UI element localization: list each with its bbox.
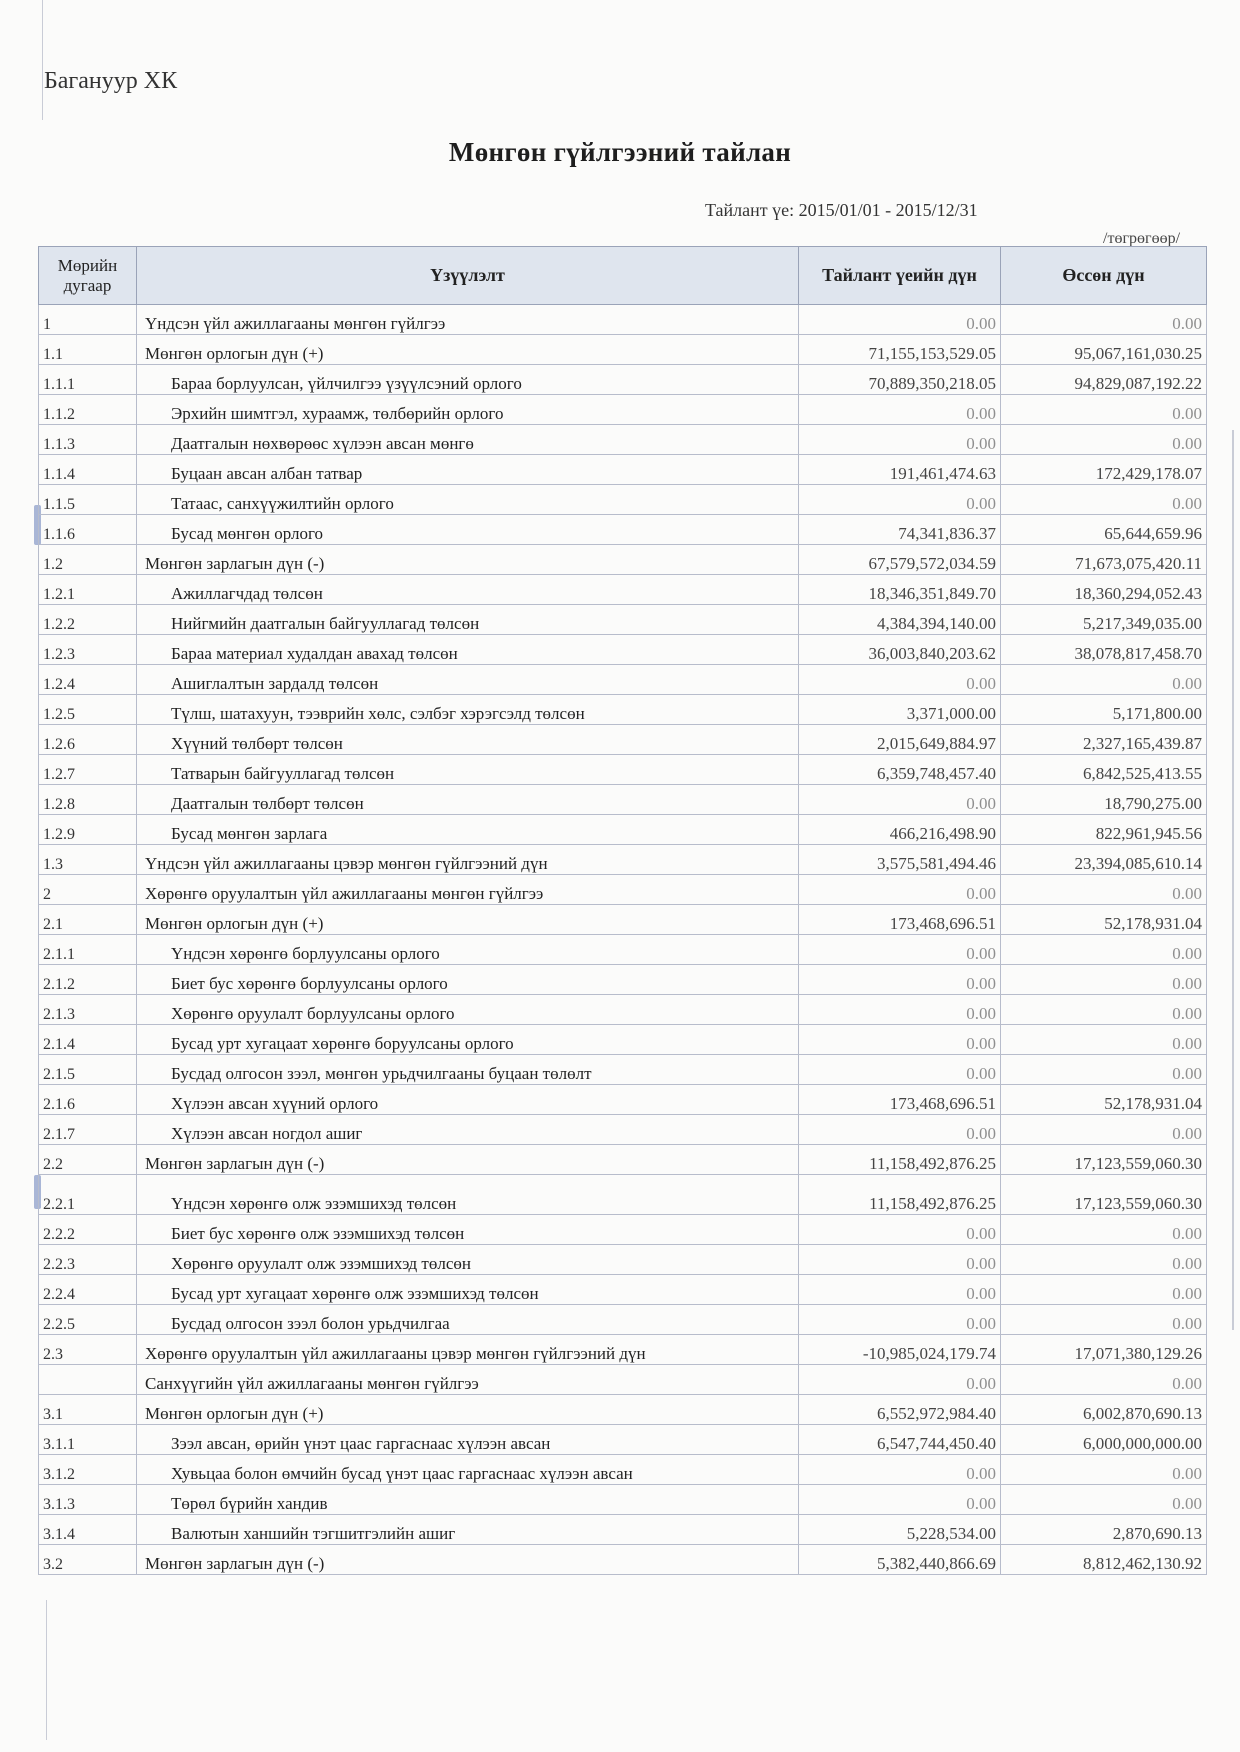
- current-period-cell: 173,468,696.51: [799, 905, 1001, 935]
- cumulative-cell: 0.00: [1001, 1305, 1207, 1335]
- cumulative-cell: 95,067,161,030.25: [1001, 335, 1207, 365]
- column-header-row-number: Мөрийн дугаар: [39, 247, 137, 305]
- table-row: [39, 335, 1207, 365]
- table-row: [39, 1025, 1207, 1055]
- current-period-cell: 0.00: [799, 395, 1001, 425]
- current-period-cell: 5,382,440,866.69: [799, 1545, 1001, 1575]
- indicator-cell: Валютын ханшийн тэгшитгэлийн ашиг: [137, 1515, 799, 1545]
- row-number-cell: 2.2.3: [39, 1245, 137, 1275]
- row-number-cell: 1.1.2: [39, 395, 137, 425]
- row-number-cell: 2.2.1: [39, 1175, 137, 1215]
- indicator-cell: Санхүүгийн үйл ажиллагааны мөнгөн гүйлгээ: [137, 1365, 799, 1395]
- cumulative-cell: 6,000,000,000.00: [1001, 1425, 1207, 1455]
- current-period-cell: 0.00: [799, 1055, 1001, 1085]
- table-row: [39, 1175, 1207, 1215]
- row-number-cell: 2: [39, 875, 137, 905]
- row-number-cell: 1.1.3: [39, 425, 137, 455]
- table-row: [39, 395, 1207, 425]
- row-number-cell: 2.1.2: [39, 965, 137, 995]
- cumulative-cell: 0.00: [1001, 1455, 1207, 1485]
- current-period-cell: 0.00: [799, 995, 1001, 1025]
- row-number-cell: 1.2: [39, 545, 137, 575]
- indicator-cell: Хүлээн авсан хүүний орлого: [137, 1085, 799, 1115]
- indicator-cell: Зээл авсан, өрийн үнэт цаас гаргаснаас хүлээн авсан: [137, 1425, 799, 1455]
- currency-unit: /төгрөгөөр/: [1103, 230, 1181, 247]
- table-row: [39, 635, 1207, 665]
- row-number-cell: 1.2.6: [39, 725, 137, 755]
- cumulative-cell: 0.00: [1001, 1025, 1207, 1055]
- table-row: [39, 1085, 1207, 1115]
- row-number-cell: 3.1.4: [39, 1515, 137, 1545]
- cumulative-cell: 17,071,380,129.26: [1001, 1335, 1207, 1365]
- cumulative-cell: 23,394,085,610.14: [1001, 845, 1207, 875]
- cumulative-cell: 0.00: [1001, 1245, 1207, 1275]
- row-number-cell: 1.2.7: [39, 755, 137, 785]
- cumulative-cell: 0.00: [1001, 1055, 1207, 1085]
- row-number-cell: 1.2.3: [39, 635, 137, 665]
- current-period-cell: 0.00: [799, 965, 1001, 995]
- current-period-cell: 11,158,492,876.25: [799, 1175, 1001, 1215]
- table-row: [39, 1305, 1207, 1335]
- table-row: [39, 665, 1207, 695]
- cumulative-cell: 52,178,931.04: [1001, 905, 1207, 935]
- current-period-cell: 6,552,972,984.40: [799, 1395, 1001, 1425]
- row-number-cell: [39, 1365, 137, 1395]
- current-period-cell: 0.00: [799, 1485, 1001, 1515]
- table-row: [39, 755, 1207, 785]
- current-period-cell: 0.00: [799, 485, 1001, 515]
- row-number-cell: 1.1.5: [39, 485, 137, 515]
- current-period-cell: 0.00: [799, 1365, 1001, 1395]
- row-number-cell: 3.1.3: [39, 1485, 137, 1515]
- row-number-cell: 2.2.5: [39, 1305, 137, 1335]
- table-row: [39, 1365, 1207, 1395]
- current-period-cell: 2,015,649,884.97: [799, 725, 1001, 755]
- cumulative-cell: 6,842,525,413.55: [1001, 755, 1207, 785]
- table-row: [39, 1335, 1207, 1365]
- row-number-cell: 2.2.4: [39, 1275, 137, 1305]
- column-header-cumulative: Өссөн дүн: [1001, 247, 1207, 305]
- table-header-row: [39, 247, 1207, 305]
- row-number-cell: 1.2.5: [39, 695, 137, 725]
- cumulative-cell: 2,327,165,439.87: [1001, 725, 1207, 755]
- current-period-cell: 0.00: [799, 1215, 1001, 1245]
- indicator-cell: Хүлээн авсан ногдол ашиг: [137, 1115, 799, 1145]
- scan-edge-line: [42, 0, 43, 120]
- current-period-cell: 18,346,351,849.70: [799, 575, 1001, 605]
- cumulative-cell: 6,002,870,690.13: [1001, 1395, 1207, 1425]
- indicator-cell: Төрөл бүрийн хандив: [137, 1485, 799, 1515]
- table-row: [39, 1455, 1207, 1485]
- table-row: [39, 1275, 1207, 1305]
- row-number-cell: 3.1.2: [39, 1455, 137, 1485]
- table-row: [39, 455, 1207, 485]
- indicator-cell: Ажиллагчдад төлсөн: [137, 575, 799, 605]
- current-period-cell: 0.00: [799, 785, 1001, 815]
- cumulative-cell: 8,812,462,130.92: [1001, 1545, 1207, 1575]
- table-row: [39, 845, 1207, 875]
- row-number-cell: 1.1: [39, 335, 137, 365]
- current-period-cell: -10,985,024,179.74: [799, 1335, 1001, 1365]
- row-number-cell: 1.1.4: [39, 455, 137, 485]
- cumulative-cell: 5,217,349,035.00: [1001, 605, 1207, 635]
- current-period-cell: 0.00: [799, 665, 1001, 695]
- current-period-cell: 74,341,836.37: [799, 515, 1001, 545]
- row-number-cell: 1.3: [39, 845, 137, 875]
- table-row: [39, 605, 1207, 635]
- current-period-cell: 4,384,394,140.00: [799, 605, 1001, 635]
- indicator-cell: Мөнгөн орлогын дүн (+): [137, 1395, 799, 1425]
- cumulative-cell: 0.00: [1001, 485, 1207, 515]
- current-period-cell: 0.00: [799, 1455, 1001, 1485]
- table-row: [39, 1245, 1207, 1275]
- cumulative-cell: 0.00: [1001, 665, 1207, 695]
- indicator-cell: Эрхийн шимтгэл, хураамж, төлбөрийн орлого: [137, 395, 799, 425]
- cumulative-cell: 0.00: [1001, 425, 1207, 455]
- indicator-cell: Бараа материал худалдан авахад төлсөн: [137, 635, 799, 665]
- indicator-cell: Хөрөнгө оруулалт борлуулсаны орлого: [137, 995, 799, 1025]
- row-number-cell: 2.1.6: [39, 1085, 137, 1115]
- indicator-cell: Үндсэн хөрөнгө борлуулсаны орлого: [137, 935, 799, 965]
- cumulative-cell: 822,961,945.56: [1001, 815, 1207, 845]
- current-period-cell: 0.00: [799, 425, 1001, 455]
- indicator-cell: Мөнгөн орлогын дүн (+): [137, 335, 799, 365]
- row-number-cell: 1.2.2: [39, 605, 137, 635]
- table-row: [39, 995, 1207, 1025]
- indicator-cell: Ашиглалтын зардалд төлсөн: [137, 665, 799, 695]
- table-row: [39, 695, 1207, 725]
- table-row: [39, 785, 1207, 815]
- indicator-cell: Бусдад олгосон зээл болон урьдчилгаа: [137, 1305, 799, 1335]
- indicator-cell: Татаас, санхүүжилтийн орлого: [137, 485, 799, 515]
- indicator-cell: Түлш, шатахуун, тээврийн хөлс, сэлбэг хэрэгсэлд төлсөн: [137, 695, 799, 725]
- current-period-cell: 36,003,840,203.62: [799, 635, 1001, 665]
- cumulative-cell: 38,078,817,458.70: [1001, 635, 1207, 665]
- table-row: [39, 545, 1207, 575]
- cumulative-cell: 52,178,931.04: [1001, 1085, 1207, 1115]
- table-row: [39, 815, 1207, 845]
- indicator-cell: Бусад мөнгөн орлого: [137, 515, 799, 545]
- row-number-cell: 1.2.9: [39, 815, 137, 845]
- cumulative-cell: 18,360,294,052.43: [1001, 575, 1207, 605]
- table-row: [39, 1545, 1207, 1575]
- row-number-cell: 2.2.2: [39, 1215, 137, 1245]
- indicator-cell: Биет бус хөрөнгө олж эзэмшихэд төлсөн: [137, 1215, 799, 1245]
- table-row: [39, 1215, 1207, 1245]
- table-row: [39, 1485, 1207, 1515]
- indicator-cell: Хувьцаа болон өмчийн бусад үнэт цаас гаргаснаас хүлээн авсан: [137, 1455, 799, 1485]
- current-period-cell: 6,547,744,450.40: [799, 1425, 1001, 1455]
- row-number-cell: 1: [39, 305, 137, 335]
- current-period-cell: 70,889,350,218.05: [799, 365, 1001, 395]
- report-period: Тайлант үе: 2015/01/01 - 2015/12/31: [705, 200, 978, 220]
- table-row: [39, 305, 1207, 335]
- cumulative-cell: 5,171,800.00: [1001, 695, 1207, 725]
- row-number-cell: 1.2.4: [39, 665, 137, 695]
- indicator-cell: Даатгалын нөхвөрөөс хүлээн авсан мөнгө: [137, 425, 799, 455]
- cumulative-cell: 0.00: [1001, 1215, 1207, 1245]
- indicator-cell: Бараа борлуулсан, үйлчилгээ үзүүлсэний орлого: [137, 365, 799, 395]
- table-row: [39, 1515, 1207, 1545]
- table-row: [39, 1115, 1207, 1145]
- cumulative-cell: 0.00: [1001, 1275, 1207, 1305]
- table-row: [39, 875, 1207, 905]
- current-period-cell: 67,579,572,034.59: [799, 545, 1001, 575]
- indicator-cell: Буцаан авсан албан татвар: [137, 455, 799, 485]
- indicator-cell: Бусад мөнгөн зарлага: [137, 815, 799, 845]
- cash-flow-table: [38, 246, 1207, 1575]
- indicator-cell: Даатгалын төлбөрт төлсөн: [137, 785, 799, 815]
- current-period-cell: 5,228,534.00: [799, 1515, 1001, 1545]
- table-row: [39, 1145, 1207, 1175]
- cumulative-cell: 0.00: [1001, 395, 1207, 425]
- row-number-cell: 1.1.1: [39, 365, 137, 395]
- current-period-cell: 0.00: [799, 1305, 1001, 1335]
- cumulative-cell: 0.00: [1001, 995, 1207, 1025]
- row-number-cell: 3.1.1: [39, 1425, 137, 1455]
- row-number-cell: 2.3: [39, 1335, 137, 1365]
- cumulative-cell: 0.00: [1001, 1485, 1207, 1515]
- current-period-cell: 3,371,000.00: [799, 695, 1001, 725]
- current-period-cell: 11,158,492,876.25: [799, 1145, 1001, 1175]
- row-number-cell: 1.2.1: [39, 575, 137, 605]
- current-period-cell: 0.00: [799, 1115, 1001, 1145]
- current-period-cell: 0.00: [799, 935, 1001, 965]
- table-row: [39, 1425, 1207, 1455]
- indicator-cell: Хүүний төлбөрт төлсөн: [137, 725, 799, 755]
- indicator-cell: Бусдад олгосон зээл, мөнгөн урьдчилгааны буцаан төлөлт: [137, 1055, 799, 1085]
- current-period-cell: 466,216,498.90: [799, 815, 1001, 845]
- current-period-cell: 6,359,748,457.40: [799, 755, 1001, 785]
- cumulative-cell: 0.00: [1001, 965, 1207, 995]
- row-number-cell: 2.1: [39, 905, 137, 935]
- table-body: [39, 305, 1207, 1575]
- cumulative-cell: 0.00: [1001, 935, 1207, 965]
- cumulative-cell: 17,123,559,060.30: [1001, 1145, 1207, 1175]
- row-number-cell: 3.2: [39, 1545, 137, 1575]
- table-row: [39, 425, 1207, 455]
- current-period-cell: 0.00: [799, 875, 1001, 905]
- current-period-cell: 0.00: [799, 1245, 1001, 1275]
- indicator-cell: Үндсэн хөрөнгө олж эзэмшихэд төлсөн: [137, 1175, 799, 1215]
- row-number-cell: 2.1.4: [39, 1025, 137, 1055]
- table-row: [39, 725, 1207, 755]
- indicator-cell: Мөнгөн орлогын дүн (+): [137, 905, 799, 935]
- indicator-cell: Бусад урт хугацаат хөрөнгө боруулсаны орлого: [137, 1025, 799, 1055]
- indicator-cell: Нийгмийн даатгалын байгууллагад төлсөн: [137, 605, 799, 635]
- row-number-cell: 2.1.5: [39, 1055, 137, 1085]
- table-row: [39, 935, 1207, 965]
- cumulative-cell: 65,644,659.96: [1001, 515, 1207, 545]
- table-row: [39, 1055, 1207, 1085]
- cumulative-cell: 94,829,087,192.22: [1001, 365, 1207, 395]
- cumulative-cell: 71,673,075,420.11: [1001, 545, 1207, 575]
- table-row: [39, 515, 1207, 545]
- indicator-cell: Мөнгөн зарлагын дүн (-): [137, 1145, 799, 1175]
- cumulative-cell: 17,123,559,060.30: [1001, 1175, 1207, 1215]
- cumulative-cell: 0.00: [1001, 875, 1207, 905]
- cumulative-cell: 0.00: [1001, 1115, 1207, 1145]
- scan-edge-line: [46, 1600, 47, 1740]
- indicator-cell: Татварын байгууллагад төлсөн: [137, 755, 799, 785]
- organization-name: Багануур ХК: [44, 68, 178, 94]
- row-number-cell: 2.1.7: [39, 1115, 137, 1145]
- row-number-cell: 3.1: [39, 1395, 137, 1425]
- table-row: [39, 905, 1207, 935]
- indicator-cell: Бусад урт хугацаат хөрөнгө олж эзэмшихэд төлсөн: [137, 1275, 799, 1305]
- report-title: Мөнгөн гүйлгээний тайлан: [448, 137, 792, 167]
- current-period-cell: 0.00: [799, 305, 1001, 335]
- indicator-cell: Хөрөнгө оруулалт олж эзэмшихэд төлсөн: [137, 1245, 799, 1275]
- current-period-cell: 173,468,696.51: [799, 1085, 1001, 1115]
- row-number-cell: 1.1.6: [39, 515, 137, 545]
- cumulative-cell: 172,429,178.07: [1001, 455, 1207, 485]
- table-row: [39, 485, 1207, 515]
- current-period-cell: 0.00: [799, 1275, 1001, 1305]
- column-header-current-period: Тайлант үеийн дүн: [799, 247, 1001, 305]
- indicator-cell: Үндсэн үйл ажиллагааны цэвэр мөнгөн гүйлгээний дүн: [137, 845, 799, 875]
- table-row: [39, 965, 1207, 995]
- indicator-cell: Мөнгөн зарлагын дүн (-): [137, 545, 799, 575]
- indicator-cell: Хөрөнгө оруулалтын үйл ажиллагааны мөнгөн гүйлгээ: [137, 875, 799, 905]
- column-header-indicator: Үзүүлэлт: [137, 247, 799, 305]
- cumulative-cell: 2,870,690.13: [1001, 1515, 1207, 1545]
- table-row: [39, 1395, 1207, 1425]
- cumulative-cell: 18,790,275.00: [1001, 785, 1207, 815]
- row-number-cell: 1.2.8: [39, 785, 137, 815]
- current-period-cell: 71,155,153,529.05: [799, 335, 1001, 365]
- current-period-cell: 0.00: [799, 1025, 1001, 1055]
- table-row: [39, 575, 1207, 605]
- indicator-cell: Мөнгөн зарлагын дүн (-): [137, 1545, 799, 1575]
- scan-edge-line: [1232, 430, 1234, 1330]
- cumulative-cell: 0.00: [1001, 305, 1207, 335]
- indicator-cell: Үндсэн үйл ажиллагааны мөнгөн гүйлгээ: [137, 305, 799, 335]
- table-row: [39, 365, 1207, 395]
- row-number-cell: 2.1.3: [39, 995, 137, 1025]
- indicator-cell: Биет бус хөрөнгө борлуулсаны орлого: [137, 965, 799, 995]
- current-period-cell: 3,575,581,494.46: [799, 845, 1001, 875]
- indicator-cell: Хөрөнгө оруулалтын үйл ажиллагааны цэвэр мөнгөн гүйлгээний дүн: [137, 1335, 799, 1365]
- row-number-cell: 2.2: [39, 1145, 137, 1175]
- cumulative-cell: 0.00: [1001, 1365, 1207, 1395]
- current-period-cell: 191,461,474.63: [799, 455, 1001, 485]
- row-number-cell: 2.1.1: [39, 935, 137, 965]
